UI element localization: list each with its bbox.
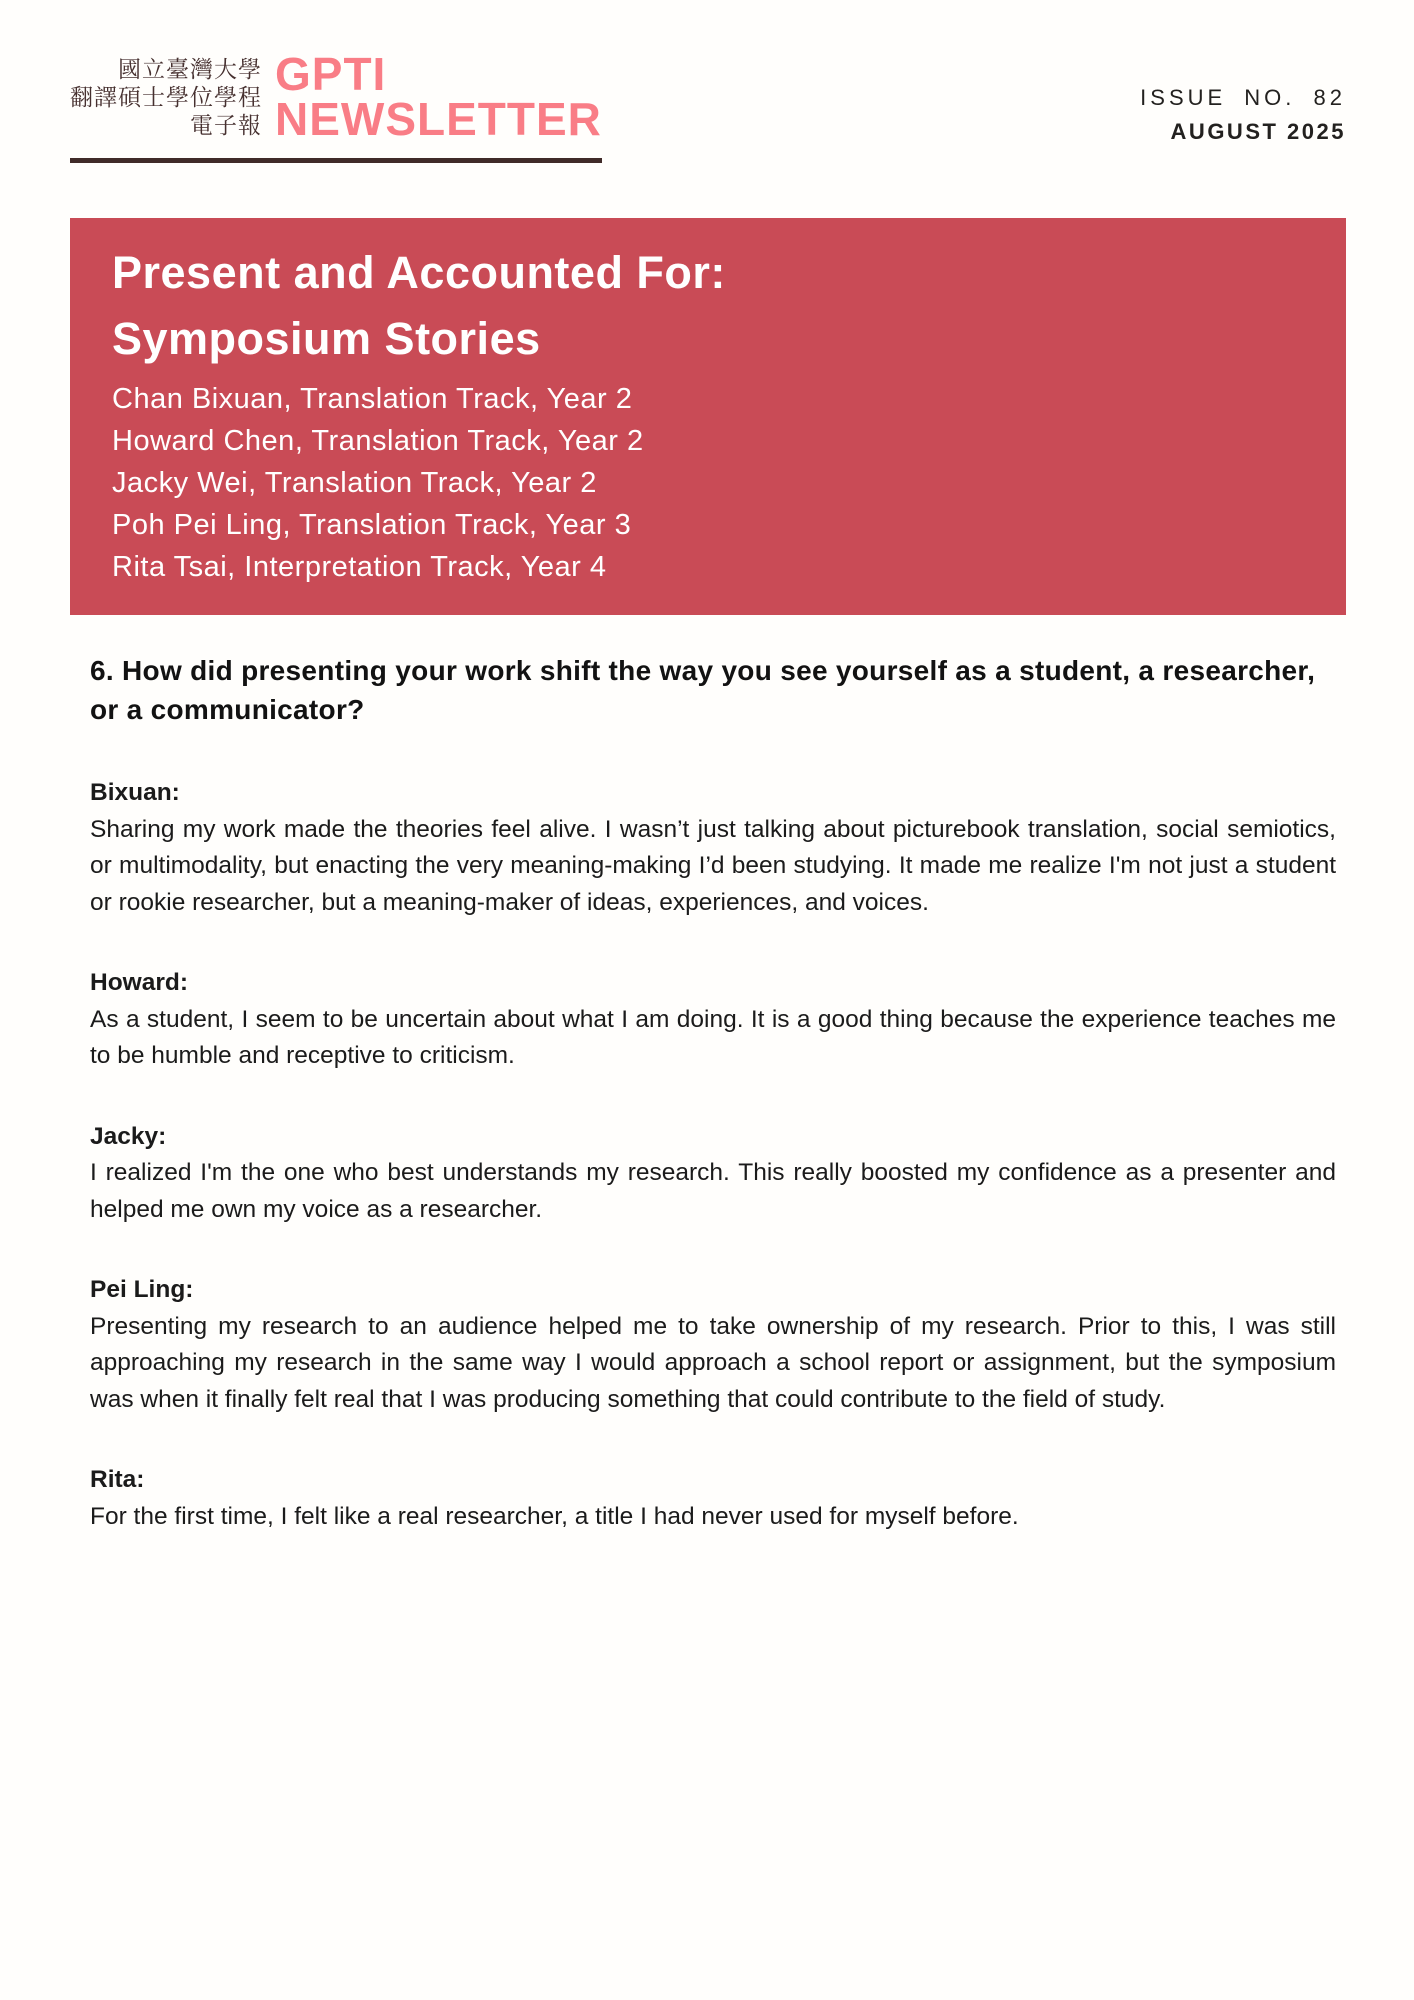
author-line: Jacky Wei, Translation Track, Year 2 — [112, 467, 597, 499]
logo-brand-line: NEWSLETTER — [275, 93, 602, 145]
logo-lockup — [70, 48, 602, 145]
answer-entry — [90, 965, 1336, 1075]
author-line: Howard Chen, Translation Track, Year 2 — [112, 425, 644, 457]
answer-text: Presenting my research to an audience helped me to take ownership of my research. Prior to this, I was still approaching my research in the same way I would approach a school report or assignment, but the symposium was when it finally felt real that I was producing something that could contribute to the field of study. — [90, 1312, 1336, 1413]
logo-brand-text — [275, 48, 602, 145]
speaker-name: Howard: — [90, 969, 188, 996]
article-body — [0, 615, 1414, 1535]
masthead — [0, 0, 1414, 163]
answer-entry — [90, 1462, 1336, 1535]
answer-text: For the first time, I felt like a real researcher, a title I had never used for myself before. — [90, 1502, 1019, 1530]
logo-cjk-text — [70, 55, 262, 139]
logo-cjk-line: 國立臺灣大學 — [118, 56, 262, 82]
masthead-divider — [70, 158, 602, 163]
author-list — [112, 378, 1306, 588]
issue-block — [1140, 52, 1346, 145]
speaker-name: Jacky: — [90, 1122, 167, 1150]
issue-number: ISSUE NO. 82 — [1140, 85, 1346, 110]
answer-entry — [90, 775, 1336, 921]
logo-cjk-line: 電子報 — [190, 112, 262, 138]
article-title — [112, 240, 1306, 372]
answer-entry — [90, 1272, 1336, 1418]
author-line: Chan Bixuan, Translation Track, Year 2 — [112, 383, 633, 415]
author-line: Poh Pei Ling, Translation Track, Year 3 — [112, 509, 632, 541]
gpti-logo — [70, 48, 602, 163]
speaker-name: Bixuan: — [90, 779, 180, 806]
speaker-name: Pei Ling: — [90, 1276, 194, 1303]
answer-text: As a student, I seem to be uncertain about what I am doing. It is a good thing because the experience teaches me to be humble and receptive to criticism. — [90, 1005, 1336, 1069]
answer-entry — [90, 1119, 1336, 1229]
title-banner — [70, 218, 1346, 615]
issue-date: AUGUST 2025 — [1170, 119, 1346, 144]
article-title-line: Present and Accounted For: — [112, 247, 726, 298]
question-heading: 6. How did presenting your work shift the way you see yourself as a student, a researcher, or a communicator? — [90, 655, 1316, 725]
speaker-name: Rita: — [90, 1466, 145, 1493]
answer-text: I realized I'm the one who best understands my research. This really boosted my confidence as a presenter and helped me own my voice as a researcher. — [90, 1159, 1336, 1223]
author-line: Rita Tsai, Interpretation Track, Year 4 — [112, 551, 607, 583]
logo-brand-line: GPTI — [275, 48, 387, 100]
logo-cjk-line: 翻譯碩士學位學程 — [70, 84, 262, 110]
answer-text: Sharing my work made the theories feel alive. I wasn’t just talking about picturebook translation, social semiotics, or multimodality, but enacting the very meaning-making I’d been studying. It made me realize I'm not just a student or rookie researcher, but a meaning-maker of ideas, experiences, and voices. — [90, 815, 1336, 916]
article-title-line: Symposium Stories — [112, 313, 541, 364]
